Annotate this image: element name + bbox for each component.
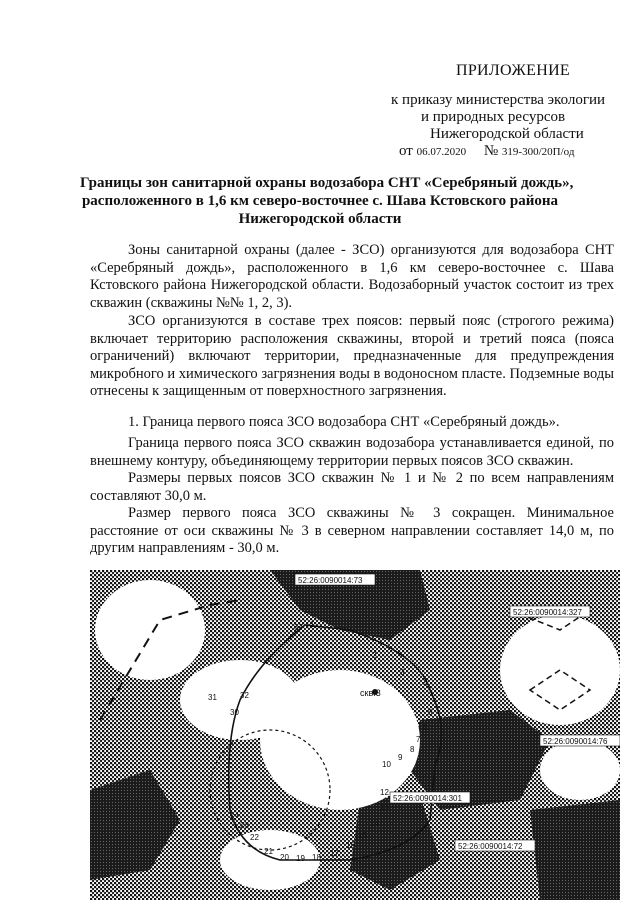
point-label-24: 24 — [230, 811, 239, 820]
well-label: скв.3 — [360, 688, 381, 698]
point-label-12: 12 — [380, 788, 389, 797]
point-label-22: 22 — [250, 833, 259, 842]
point-label-6: 6 — [423, 723, 428, 732]
parcel-label-327: 52:26:0090014:327 — [513, 608, 582, 617]
point-label-5: 5 — [428, 708, 433, 717]
paragraph-4 — [90, 435, 614, 470]
order-date: 06.07.2020 — [416, 146, 467, 158]
point-label-31: 31 — [208, 693, 217, 702]
light-area-upper-left — [95, 580, 205, 680]
point-label-1: 1 — [310, 620, 315, 629]
point-label-19: 19 — [296, 854, 305, 863]
parcel-label-73: 52:26:0090014:73 — [298, 576, 363, 585]
order-date-number — [399, 143, 574, 160]
point-label-21: 21 — [264, 847, 273, 856]
section-1-heading — [90, 414, 614, 432]
number-prefix: № — [483, 143, 499, 159]
point-label-2: 2 — [372, 651, 377, 660]
order-number: 319-300/20П/од — [501, 146, 575, 158]
dark-area-right-bottom — [530, 800, 620, 900]
point-label-17: 17 — [330, 849, 339, 858]
date-prefix: от — [399, 143, 413, 159]
point-label-16: 16 — [346, 841, 355, 850]
light-area-right — [500, 615, 620, 725]
point-label-7: 7 — [416, 735, 421, 744]
point-label-10: 10 — [382, 760, 391, 769]
point-label-30: 30 — [230, 708, 239, 717]
point-label-23: 23 — [240, 821, 249, 830]
paragraph-2 — [90, 313, 614, 401]
point-label-8: 8 — [410, 745, 415, 754]
point-label-32: 32 — [240, 691, 249, 700]
point-label-14: 14 — [370, 819, 379, 828]
title-line-3: Нижегородской области — [238, 211, 402, 227]
paragraph-2-text: ЗСО организуются в составе трех поясов: первый пояс (строгого режима) включает территорию расположения скважины, второй и третий пояса (пояса ограничений) включают территории, предназначенные для предупреждения микробного и химического загрязнения воды в водоносном пласте. Подземные воды отнесены к защищенным от поверхностного загрязнения. — [90, 313, 614, 399]
paragraph-4-text: Граница первого пояса ЗСО скважин водозабора устанавливается единой, по внешнему контуру, объединяющему территории первых поясов ЗСО скважин. — [90, 435, 614, 469]
title-line-1: Границы зон санитарной охраны водозабора СНТ «Серебряный дождь», — [80, 175, 574, 191]
point-label-3: 3 — [400, 668, 405, 677]
paragraph-5 — [90, 470, 614, 505]
paragraph-6 — [90, 505, 614, 558]
point-label-9: 9 — [398, 753, 403, 762]
paragraph-6-text: Размер первого пояса ЗСО скважины № 3 сокращен. Минимальное расстояние от оси скважины № 3 в северном направлении составляет 14,0 м, по другим направлениям - 30,0 м. — [90, 505, 614, 556]
order-reference-line-2: и природных ресурсов — [421, 109, 566, 125]
sanitary-zone-map — [90, 570, 620, 900]
appendix-title: ПРИЛОЖЕНИЕ — [456, 62, 571, 79]
parcel-label-76: 52:26:0090014:76 — [543, 737, 608, 746]
section-1-heading-text: 1. Граница первого пояса ЗСО водозабора СНТ «Серебряный дождь». — [128, 414, 560, 430]
paragraph-1-text: Зоны санитарной охраны (далее - ЗСО) организуются для водозабора СНТ «Серебряный дождь», расположенного в 1,6 км северо-восточнее с. Шава Кстовского района Нижегородской области. Водозаборный участок состоит из трех скважин (скважины №№ 1, 2, 3). — [90, 242, 614, 311]
point-label-15: 15 — [358, 831, 367, 840]
light-area-right-mid — [540, 740, 620, 800]
paragraph-1 — [90, 242, 614, 312]
point-label-4: 4 — [423, 679, 428, 688]
order-reference-line-1: к приказу министерства экологии — [391, 92, 606, 108]
parcel-label-72: 52:26:0090014:72 — [458, 842, 523, 851]
order-reference-line-3: Нижегородской области — [430, 126, 584, 142]
point-label-37: 37 — [294, 623, 303, 632]
paragraph-5-text: Размеры первых поясов ЗСО скважин № 1 и № 2 по всем направлениям составляют 30,0 м. — [90, 470, 614, 504]
point-label-18: 18 — [312, 853, 321, 862]
title-line-2: расположенного в 1,6 км северо-восточнее с. Шава Кстовского района — [81, 193, 559, 209]
point-label-13: 13 — [380, 803, 389, 812]
point-label-20: 20 — [280, 853, 289, 862]
document-title — [80, 174, 574, 228]
parcel-label-301: 52:26:0090014:301 — [393, 794, 462, 803]
